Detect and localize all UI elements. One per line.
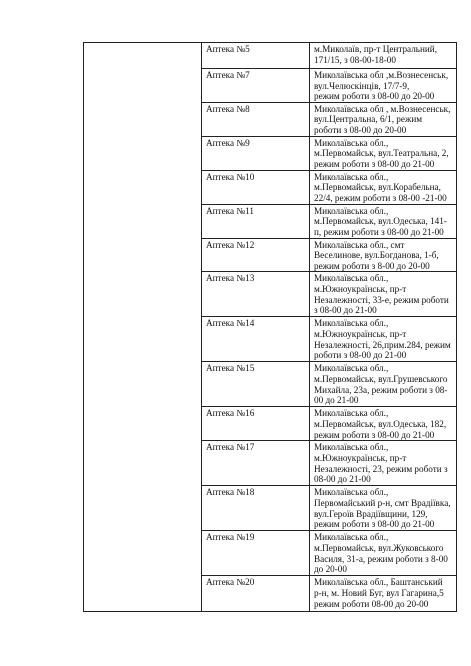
pharmacy-address: Миколаївська обл., м.Первомайськ, вул.Жуковського Василя, 31-а, режим роботи з 8-00 до 20-00 xyxy=(310,531,457,576)
pharmacy-address: Миколаївська обл , м.Вознесенськ, вул.Центральна, 6/1, режим роботи з 08-00 до 20-00 xyxy=(310,102,457,136)
pharmacy-address: Миколаївська обл., м.Южноукраїнськ, пр-т Незалежності, 23, режим роботи з 08-00 до 21-00 xyxy=(310,441,457,486)
pharmacy-name: Аптека №16 xyxy=(202,407,310,441)
pharmacy-address: м.Миколаїв, пр-т Центральний, 171/15, з 08-00-18-00 xyxy=(310,43,457,69)
pharmacy-name: Аптека №20 xyxy=(202,576,310,612)
pharmacy-name: Аптека №15 xyxy=(202,362,310,407)
pharmacy-address: Миколаївська обл., Баштанський р-н, м. Новий Буг, вул Гагарина,5 режим роботи 08-00 до 20-00 xyxy=(310,576,457,612)
pharmacy-address: Миколаївська обл., м.Первомайськ, вул.Грушевського Михайла, 23а, режим роботи з 08- 00 до 21-00 xyxy=(310,362,457,407)
pharmacy-name: Аптека №17 xyxy=(202,441,310,486)
table-row xyxy=(84,43,457,69)
pharmacy-address: Миколаївська обл., м.Первомайськ, вул.Одеська, 141- п, режим роботи з 08-00 до 21-00 xyxy=(310,204,457,238)
pharmacy-name: Аптека №14 xyxy=(202,317,310,362)
pharmacy-table xyxy=(83,42,457,612)
pharmacy-address: Миколаївська обл., м.Южноукраїнськ, пр-т Незалежності, 33-е, режим роботи з 08-00 до 21-00 xyxy=(310,272,457,317)
pharmacy-address: Миколаївська обл., м.Южноукраїнськ, пр-т Незалежності, 26,прим.284, режим роботи з 08-00 до 21-00 xyxy=(310,317,457,362)
pharmacy-name: Аптека №8 xyxy=(202,102,310,136)
pharmacy-name: Аптека №11 xyxy=(202,204,310,238)
pharmacy-address: Миколаївська обл., м.Первомайськ, вул.Одеська, 182, режим роботи з 08-00 до 21-00 xyxy=(310,407,457,441)
pharmacy-name: Аптека №5 xyxy=(202,43,310,69)
pharmacy-name: Аптека №10 xyxy=(202,170,310,204)
pharmacy-name: Аптека №18 xyxy=(202,486,310,531)
pharmacy-address: Миколаївська обл., Первомайський р-н, смт Врадіївка, вул.Героїв Врадіївщини, 129, режим роботи з 08-00 до 21-00 xyxy=(310,486,457,531)
pharmacy-address: Миколаївська обл., смт Веселинове, вул.Богданова, 1-б, режим роботи з 8-00 до 20-00 xyxy=(310,238,457,272)
pharmacy-name: Аптека №7 xyxy=(202,69,310,103)
pharmacy-name: Аптека №19 xyxy=(202,531,310,576)
pharmacy-name: Аптека №9 xyxy=(202,136,310,170)
pharmacy-name: Аптека №12 xyxy=(202,238,310,272)
pharmacy-address: Миколаївська обл., м.Первомайськ, вул.Театральна, 2, режим роботи з 08-00 до 21-00 xyxy=(310,136,457,170)
empty-first-column xyxy=(84,43,202,612)
pharmacy-name: Аптека №13 xyxy=(202,272,310,317)
pharmacy-address: Миколаївська обл ,м.Вознесенськ, вул.Челюскінців, 17/7-9, режим роботи з 08-00 до 20-00 xyxy=(310,69,457,103)
pharmacy-address: Миколаївська обл., м.Первомайськ, вул.Корабельна, 22/4, режим роботи з 08-00 -21-00 xyxy=(310,170,457,204)
pharmacy-table-body xyxy=(84,43,457,612)
